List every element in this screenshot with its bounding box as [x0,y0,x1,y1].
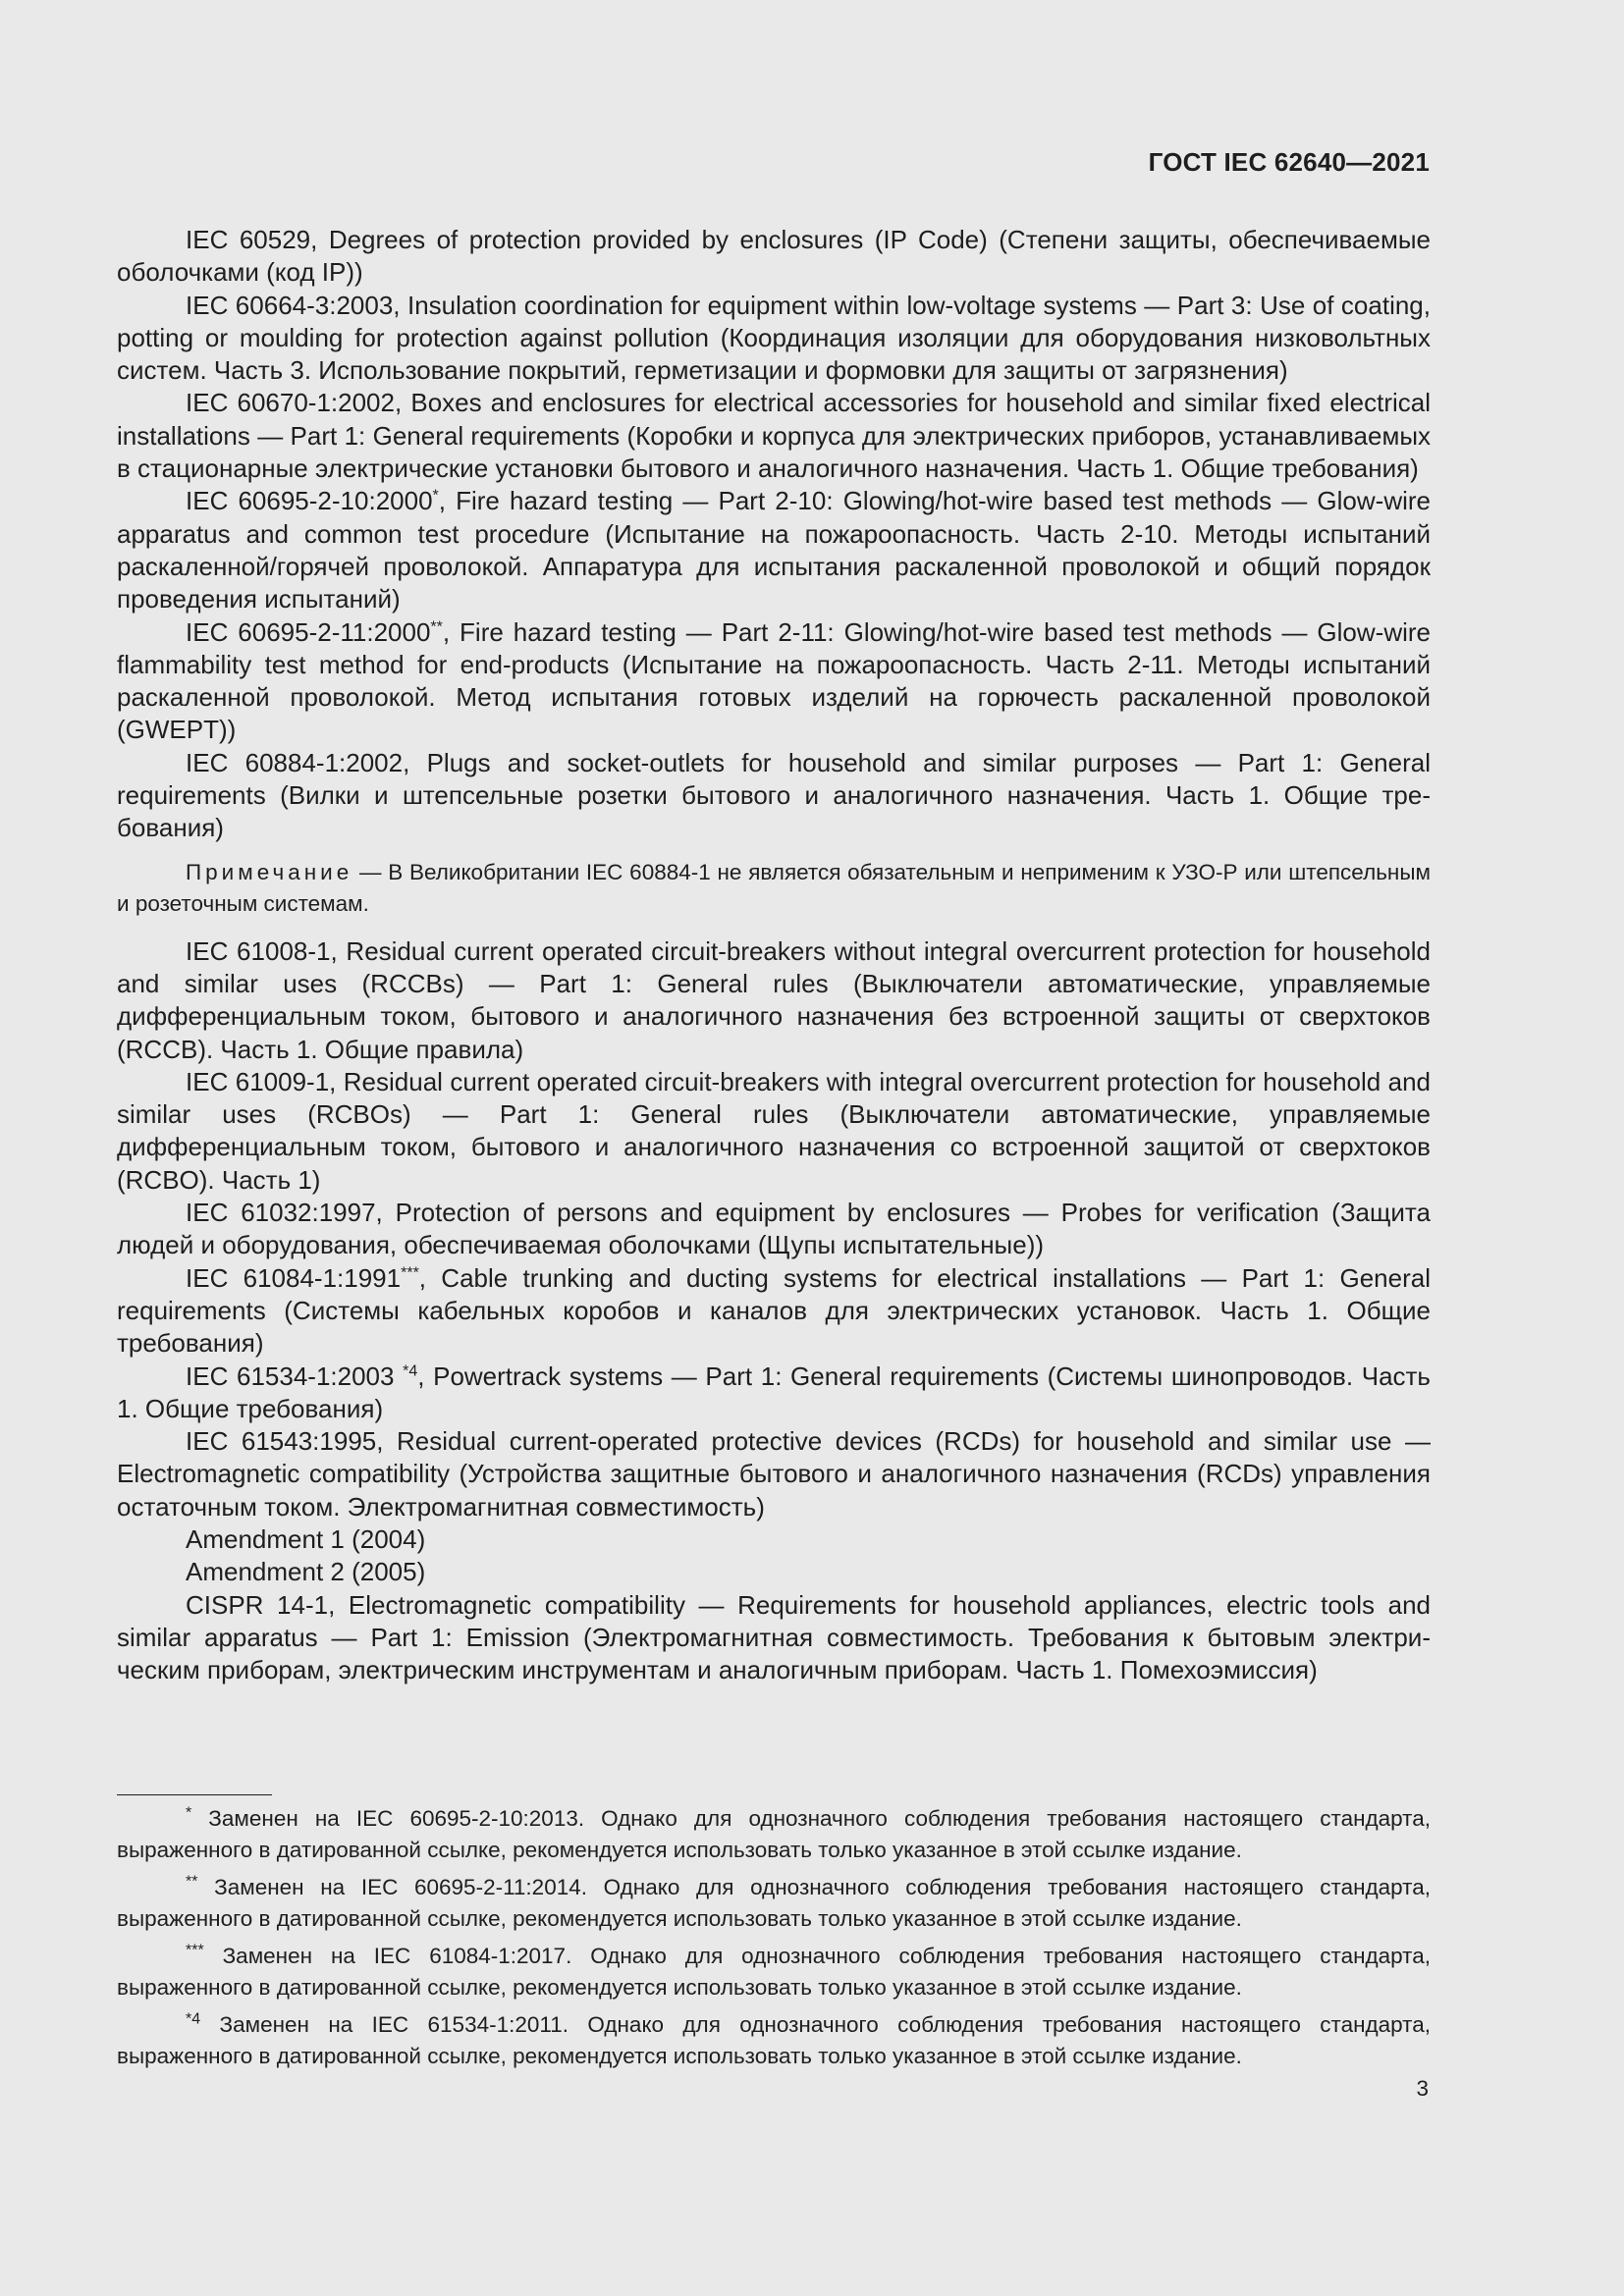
reference-code: IEC 61084-1:1991 [186,1262,402,1293]
footnote-3 [117,1941,1431,2003]
footnote-mark: *4 [186,2010,201,2028]
reference-title: , Fire hazard testing — Part 2-11: Glowing/hot-wire based test methods — Glow-wire flammability test method for end-products (Испытание на пожароопасность. Часть 2-11. Методы испытаний раскаленной проволокой. Метод испытания готовых изделий на горючесть раскаленной проволокой (GWEPT)) [117,616,1431,745]
footnote-mark: *4 [403,1362,418,1379]
note-paragraph [117,857,1431,920]
reference-iec-60670-1: IEC 60670-1:2002, Boxes and enclosures for electrical accessories for household and similar fixed electrical installations — Part 1: General requirements (Коробки и корпуса для электрических приборов, устанавливаемых в стационарные электрические установки бытового и аналогичного назначения. Часть 1. Общие требования) [117,388,1431,484]
reference-code: IEC 61534-1:2003 [186,1361,404,1391]
reference-cispr-14-1: CISPR 14-1, Electromagnetic compatibility — Requirements for household appliances, electric tools and similar apparatus — Part 1: Emission (Электромагнитная совместимость. Требования к бытовым электрическим приборам, электрическим инструментам и аналогичным приборам. Часть 1. Помехоэмиссия) [117,1589,1431,1685]
footnotes [117,1803,1431,2078]
footnote-mark: * [432,487,439,505]
footnote-mark: ** [430,617,443,635]
reference-iec-61032: IEC 61032:1997, Protection of persons and equipment by enclosures — Probes for verification (Защита людей и оборудования, обеспечиваемая оболочками (Щупы испытательные)) [117,1198,1431,1260]
reference-iec-61008-1: IEC 61008-1, Residual current operated circuit-breakers without integral overcurrent protection for household and similar uses (RCCBs) — Part 1: General rules (Выключатели автоматические, управляемые дифференциальным током, бытового и аналогичного назначения без встроенной защиты от сверхтоков (RCCB). Часть 1. Общие правила) [117,935,1431,1064]
footnote-4 [117,2009,1431,2072]
reference-iec-60695-2-10 [117,485,1431,615]
footnote-text: Заменен на IEC 60695-2-10:2013. Однако для однозначного соблюдения требования настоящего стандарта, выраженного в датированной ссылке, рекомендуется использовать только указанное в этой ссылке издание. [117,1806,1431,1862]
page-number: 3 [1416,2076,1429,2101]
footnote-mark: *** [401,1263,419,1281]
footnote-mark: * [186,1804,192,1822]
footnote-2 [117,1872,1431,1935]
note-text: — В Великобритании IEC 60884-1 не является обязательным и неприменим к УЗО-Р или штепсельным и розеточным системам. [117,859,1431,916]
footnote-text: Заменен на IEC 60695-2-11:2014. Однако для однозначного соблюдения требования настоящего стандарта, выраженного в датированной ссылке, рекомендуется использовать только указанное в этой ссылке издание. [117,1875,1431,1931]
reference-iec-61009-1: IEC 61009-1, Residual current operated circuit-breakers with integral overcurrent protection for household and similar uses (RCBOs) — Part 1: General rules (Выключатели автоматические, управляемые дифференциальным током, бытового и аналогичного назначения со встроенной защитой от сверхтоков (RCBO). Часть 1) [117,1066,1431,1195]
footnote-text: Заменен на IEC 61534-1:2011. Однако для однозначного соблюдения требования настоящего стандарта, выраженного в датированной ссылке, рекомендуется использовать только указанное в этой ссылке издание. [117,2012,1431,2068]
reference-title: , Fire hazard testing — Part 2-10: Glowing/hot-wire based test methods — Glow-wire apparatus and common test procedure (Испытание на пожароопасность. Часть 2-10. Методы испытаний раскаленной/горячей проволокой. Аппаратура для испытания раскаленной проволокой и общий порядок проведения испытаний) [117,486,1431,614]
document-header-id: ГОСТ IEC 62640—2021 [1148,147,1430,177]
reference-code: IEC 60695-2-11:2000 [186,616,431,647]
reference-iec-61543: IEC 61543:1995, Residual current-operated protective devices (RCDs) for household and similar use — Electromagnetic compatibility (Устройства защитные бытового и аналогичного назначения (RCDs) управления остаточным током. Электромагнитная совместимость) [117,1426,1431,1522]
amendment-1: Amendment 1 (2004) [186,1523,426,1554]
reference-iec-61084-1 [117,1262,1431,1361]
normative-references [117,224,1431,1686]
reference-iec-61534-1 [117,1361,1431,1426]
note-label: Примечание [186,859,353,884]
reference-code: IEC 60695-2-10:2000 [186,486,433,516]
reference-iec-60695-2-11 [117,616,1431,747]
footnote-1 [117,1803,1431,1866]
reference-iec-60664-3: IEC 60664-3:2003, Insulation coordination for equipment within low-voltage systems — Part 3: Use of coating, potting or moulding for protection against pollution (Координация изоляции для оборудования низковольтных систем. Часть 3. Использование покрытий, герметизации и формовки для защиты от загрязнения) [117,290,1431,386]
footnote-separator [117,1794,272,1795]
amendment-2: Amendment 2 (2005) [186,1557,426,1587]
footnote-mark: ** [186,1873,198,1891]
reference-title: , Powertrack systems — Part 1: General requirements (Системы шинопроводов. Часть 1. Общие требования) [117,1361,1431,1423]
footnote-text: Заменен на IEC 61084-1:2017. Однако для однозначного соблюдения требования настоящего стандарта, выраженного в датированной ссылке, рекомендуется использовать только указанное в этой ссылке издание. [117,1944,1431,2000]
reference-title: , Cable trunking and ducting systems for electrical installations — Part 1: General requirements (Системы кабельных коробов и каналов для электрических установок. Часть 1. Общие требования) [117,1262,1431,1359]
reference-iec-60884-1: IEC 60884-1:2002, Plugs and socket-outlets for household and similar purposes — Part 1: General requirements (Вилки и штепсельные розетки бытового и аналогичного назначения. Часть 1. Общие требования) [117,747,1431,843]
reference-iec-60529: IEC 60529, Degrees of protection provided by enclosures (IP Code) (Степени защиты, обеспечиваемые оболочками (код IP)) [117,225,1431,288]
footnote-mark: *** [186,1942,204,1959]
